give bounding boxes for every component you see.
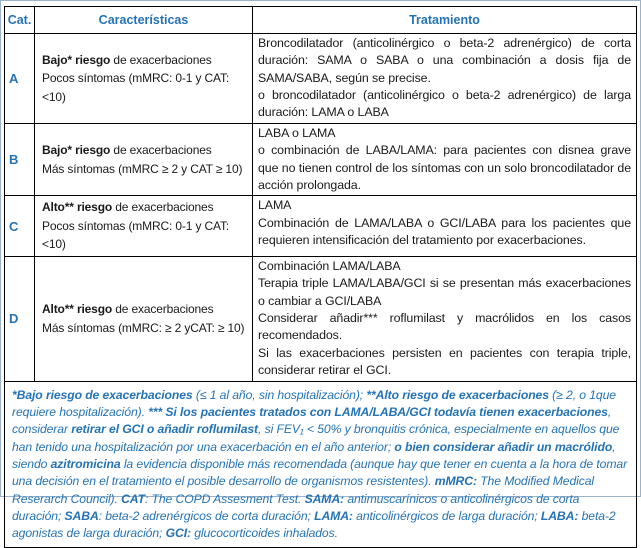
table-row-category-c bbox=[5, 196, 637, 257]
characteristics-c: Alto** riesgo de exacerbaciones Pocos síntomas (mMRC: 0-1 y CAT: <10) bbox=[35, 196, 253, 257]
characteristics-d: Alto** riesgo de exacerbaciones Más síntomas (mMRC: ≥ 2 yCAT: ≥ 10) bbox=[35, 257, 253, 382]
footnote-text: *Bajo riesgo de exacerbaciones (≤ 1 al año, sin hospitalización); **Alto riesgo de exacerbaciones (≥ 2, o 1que requiere hospitalización). *** Si los pacientes tratados con LAMA/LABA/GCI todavía tienen exacerbaciones, considerar retirar el GCI o añadir roflumilast, si FEV₁ < 50% y bronquitis crónica, especialmente en aquellos que han tenido una hospitalización por una exacerbación en el año anterior; o bien considerar añadir un macrólido, siendo azitromicina la evidencia disponible más recomendada (aunque hay que tener en cuenta a la hora de tomar una decisión en el tratamiento el posible desarrollo de organismos resistentes). mMRC: The Modified Medical Reserarch Council). CAT: The COPD Assesment Test. SAMA: antimuscarínicos o anticolinérgicos de corta duración; SABA: beta-2 adrenérgicos de corta duración; LAMA: anticolinérgicos de larga duración; LABA: beta-2 agonistas de larga duración; GCI: glucocorticoides inhalados. bbox=[5, 381, 637, 548]
treatment-a: Broncodilatador (anticolinérgico o beta-2 adrenérgico) de corta duración: SAMA o SABA o una combinación a dosis fija de SAMA/SABA, según se precise. o broncodilatador (anticolinérgico o beta-2 adrenérgico) de larga duración: LAMA o LABA bbox=[253, 34, 637, 124]
table-header-row bbox=[5, 7, 637, 34]
category-label-a: A bbox=[5, 34, 35, 124]
characteristics-b: Bajo* riesgo de exacerbaciones Más síntomas (mMRC ≥ 2 y CAT ≥ 10) bbox=[35, 123, 253, 195]
table-row-category-b bbox=[5, 123, 637, 195]
copd-treatment-table bbox=[4, 6, 637, 548]
header-cell-caracteristicas: Características bbox=[35, 7, 253, 34]
characteristics-a: Bajo* riesgo de exacerbaciones Pocos síntomas (mMRC: 0-1 y CAT: <10) bbox=[35, 34, 253, 124]
category-label-d: D bbox=[5, 257, 35, 382]
header-cell-cat: Cat. bbox=[5, 7, 35, 34]
header-cell-tratamiento: Tratamiento bbox=[253, 7, 637, 34]
table-row-category-a bbox=[5, 34, 637, 124]
category-label-c: C bbox=[5, 196, 35, 257]
table-container bbox=[4, 6, 637, 548]
treatment-b: LABA o LAMA o combinación de LABA/LAMA: para pacientes con disnea grave que no tienen control de los síntomas con un solo broncodilatador de acción prolongada. bbox=[253, 123, 637, 195]
table-row-category-d bbox=[5, 257, 637, 382]
treatment-d: Combinación LAMA/LABA Terapia triple LAMA/LABA/GCI si se presentan más exacerbaciones o cambiar a GCI/LABA Considerar añadir*** roflumilast y macrólidos en los casos recomendados. Si las exacerbaciones persisten en pacientes con terapia triple, considerar retirar el GCI. bbox=[253, 257, 637, 382]
treatment-c: LAMA Combinación de LAMA/LABA o GCI/LABA para los pacientes que requieren intensificación del tratamiento por exacerbaciones. bbox=[253, 196, 637, 257]
category-label-b: B bbox=[5, 123, 35, 195]
table-footnote-row bbox=[5, 381, 637, 548]
